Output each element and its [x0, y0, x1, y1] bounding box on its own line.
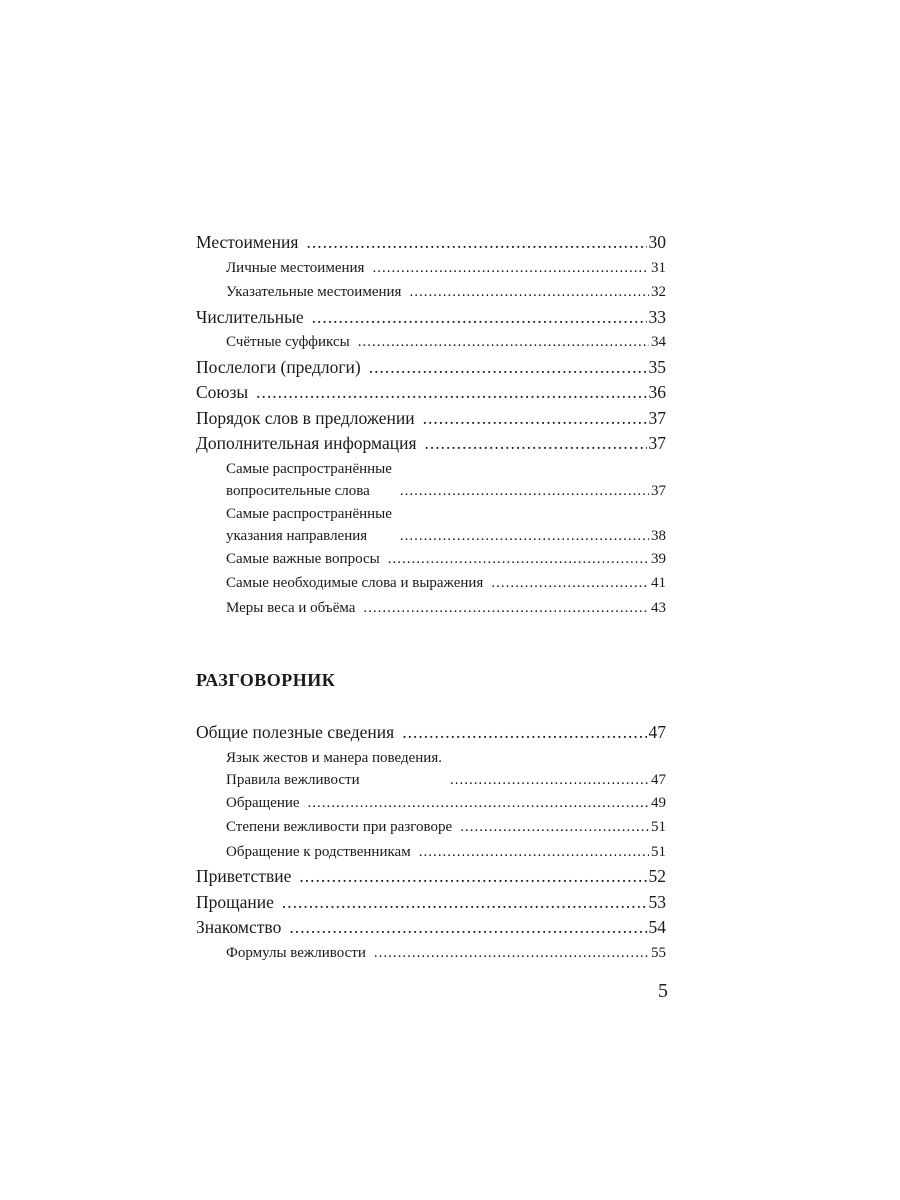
- toc-dot-leader: [308, 791, 649, 816]
- toc-entry-title-line: указания направления: [226, 527, 368, 544]
- toc-entry-page: 41: [651, 575, 666, 591]
- toc-dot-leader: [306, 230, 646, 256]
- toc-entry-page: 35: [648, 356, 666, 377]
- toc-subentry: [196, 280, 666, 305]
- toc-entry: [196, 890, 666, 916]
- toc-entry-title: Числительные: [196, 306, 304, 327]
- toc-dot-leader: [256, 380, 646, 406]
- toc-dot-leader: [400, 480, 649, 502]
- toc-subentry: [196, 596, 666, 621]
- toc-entry-page: 37: [648, 433, 666, 453]
- toc-entry: [196, 406, 666, 432]
- toc-dot-leader: [372, 256, 649, 281]
- toc-entry: [196, 915, 666, 941]
- toc-dot-leader: [419, 840, 649, 865]
- toc-dot-leader: [374, 941, 649, 966]
- toc-entry: [196, 380, 666, 406]
- toc-entry-page: 39: [651, 550, 666, 567]
- toc-entry-title-line: вопросительные слова: [226, 482, 370, 499]
- toc-entry-title: Послелоги (предлоги): [196, 356, 361, 377]
- toc-entry-page: 51: [651, 843, 666, 860]
- toc-phrasebook-list: [196, 720, 666, 965]
- toc-entry-title: Самые важные вопросы: [226, 550, 380, 567]
- toc-entry-page: 43: [651, 599, 666, 616]
- toc-dot-leader: [450, 769, 649, 791]
- toc-entry: [196, 230, 666, 256]
- toc-entry: [196, 355, 666, 381]
- toc-subentry: [196, 791, 666, 816]
- toc-dot-leader: [299, 864, 646, 890]
- toc-entry-title: Формулы вежливости: [226, 944, 366, 961]
- toc-subentry: [196, 941, 666, 966]
- toc-subentry: [196, 571, 666, 596]
- toc-entry-title: [226, 503, 392, 547]
- toc-entry-title: Общие полезные сведения: [196, 722, 395, 742]
- toc-entry-title: [226, 458, 392, 502]
- toc-entry-title: Степени вежливости при разговоре: [226, 819, 453, 835]
- toc-dot-leader: [312, 305, 647, 331]
- toc-entry-title: Знакомство: [196, 917, 282, 937]
- toc-entry-title-line: Правила вежливости: [226, 771, 360, 788]
- toc-entry-title: Обращение: [226, 794, 300, 811]
- toc-entry-title: Меры веса и объёма: [226, 599, 356, 616]
- toc-subentry: [196, 815, 666, 840]
- toc-entry-title: [226, 747, 442, 791]
- toc-subentry: [196, 840, 666, 865]
- toc-entry: [196, 864, 666, 890]
- toc-entry-page: 30: [648, 232, 666, 252]
- toc-dot-leader: [423, 406, 647, 432]
- toc-entry-page: 51: [651, 819, 666, 835]
- toc-dot-leader: [388, 547, 649, 572]
- toc-entry-page: 55: [651, 944, 666, 961]
- toc-entry-title: Самые необходимые слова и выражения: [226, 575, 484, 591]
- toc-dot-leader: [282, 890, 647, 916]
- toc-subentry: [196, 330, 666, 355]
- toc-entry-page: 49: [651, 794, 666, 811]
- toc-entry: [196, 431, 666, 457]
- toc-entry: [196, 305, 666, 331]
- toc-subentry: [196, 547, 666, 572]
- toc-entry-page: 37: [648, 407, 666, 428]
- toc-subentry: [196, 457, 666, 502]
- toc-entry-title: Местоимения: [196, 232, 299, 252]
- toc-entry-title: Приветствие: [196, 866, 292, 886]
- toc-subentry: [196, 746, 666, 791]
- toc-entry-page: 47: [648, 722, 666, 742]
- toc-entry-title-line: Самые распространённые: [226, 505, 392, 522]
- toc-entry-title-line: Язык жестов и манера поведения.: [226, 749, 442, 766]
- toc-entry-page: 31: [651, 259, 666, 276]
- toc-entry-page: 33: [648, 306, 666, 327]
- toc-entry-title: Порядок слов в предложении: [196, 407, 415, 428]
- toc-dot-leader: [409, 280, 649, 305]
- toc-entry-page: 36: [648, 382, 666, 402]
- toc-dot-leader: [402, 720, 646, 746]
- toc-entry: [196, 720, 666, 746]
- toc-entry-title: Дополнительная информация: [196, 433, 417, 453]
- toc-dot-leader: [358, 330, 649, 355]
- toc-dot-leader: [363, 596, 649, 621]
- toc-entry-page: 37: [651, 482, 666, 499]
- toc-dot-leader: [460, 815, 649, 840]
- toc-entry-title: Указательные местоимения: [226, 284, 402, 300]
- page-number: 5: [658, 980, 668, 1002]
- toc-entry-page: 38: [651, 527, 666, 544]
- toc-dot-leader: [369, 355, 647, 381]
- toc-entry-title: Личные местоимения: [226, 259, 365, 276]
- toc-entry-page: 34: [651, 334, 666, 350]
- toc-entry-page: 54: [648, 917, 666, 937]
- toc-entry-title: Счётные суффиксы: [226, 334, 350, 350]
- toc-dot-leader: [400, 525, 649, 547]
- section-heading: РАЗГОВОРНИК: [196, 670, 336, 690]
- toc-subentry: [196, 256, 666, 281]
- toc-entry-page: 47: [651, 771, 666, 788]
- toc-grammar-list: [196, 230, 666, 620]
- toc-entry-title: Союзы: [196, 382, 249, 402]
- toc-subentry: [196, 502, 666, 547]
- toc-dot-leader: [425, 431, 647, 457]
- toc-entry-title: Прощание: [196, 891, 274, 912]
- toc-entry-page: 52: [648, 866, 666, 886]
- toc-entry-title: Обращение к родственникам: [226, 843, 411, 860]
- toc-entry-title-line: Самые распространённые: [226, 460, 392, 477]
- toc-dot-leader: [289, 915, 646, 941]
- toc-entry-page: 53: [648, 891, 666, 912]
- toc-entry-page: 32: [651, 284, 666, 300]
- toc-dot-leader: [491, 571, 649, 596]
